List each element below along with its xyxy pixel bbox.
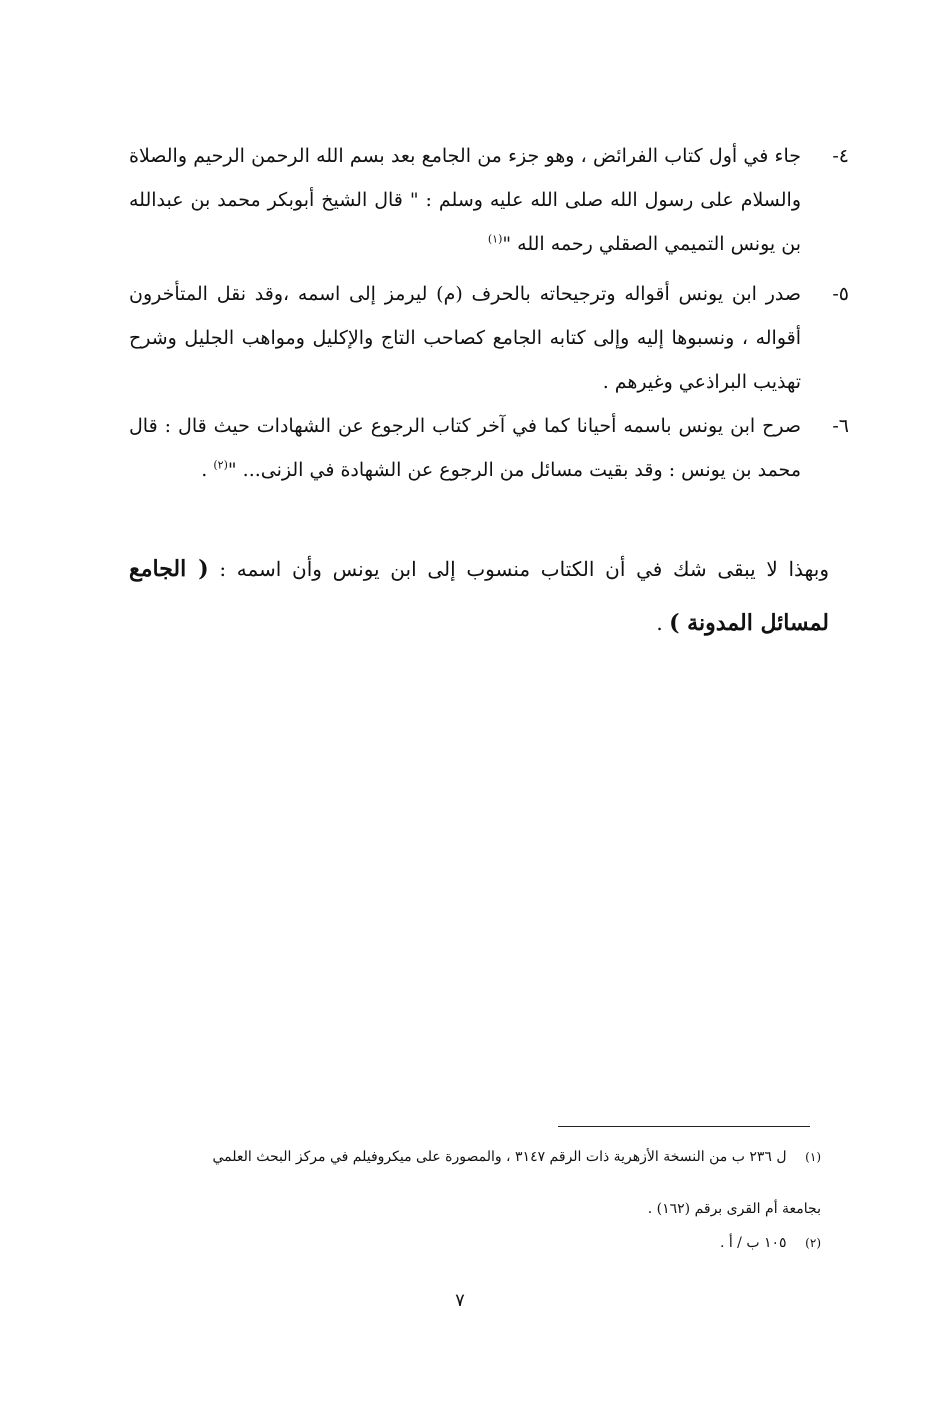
footnote-text-continued: بجامعة أم القرى برقم (١٦٢) . xyxy=(647,1201,821,1217)
item-body-end: . xyxy=(201,459,214,481)
footnote-text: ١٠٥ ب / أ . xyxy=(719,1235,787,1251)
item-body-text: صدر ابن يونس أقواله وترجيحاته بالحرف (م) ليرمز إلى اسمه ،وقد نقل المتأخرون أقواله ، ونسبوها إليه وإلى كتابه الجامع كصاحب التاج والإكليل ومواهب الجليل وشرح تهذيب البراذعي وغيرهم . xyxy=(129,283,801,393)
footnote-text: ل ٢٣٦ ب من النسخة الأزهرية ذات الرقم ٣١٤٧ ، والمصورة على ميكروفيلم في مركز البحث العلمي xyxy=(212,1149,787,1165)
conclusion-text: وبهذا لا يبقى شك في أن الكتاب منسوب إلى ابن يونس وأن اسمه : xyxy=(208,557,829,581)
list-item-6 xyxy=(129,404,849,492)
item-number: ٥- xyxy=(832,283,849,305)
item-text xyxy=(129,404,801,492)
conclusion-end: . xyxy=(656,611,670,635)
footnote-1 xyxy=(131,1140,821,1226)
list-item-5 xyxy=(129,272,849,404)
page-number: ٧ xyxy=(455,1290,465,1311)
item-text xyxy=(129,272,801,404)
footnote-marker: (٢) xyxy=(805,1236,821,1250)
footnote-ref-1: (١) xyxy=(487,232,503,246)
conclusion-paragraph xyxy=(129,542,829,650)
footnotes xyxy=(131,1140,821,1260)
item-number: ٤- xyxy=(832,145,849,167)
item-body-text: صرح ابن يونس باسمه أحيانا كما في آخر كتاب الرجوع عن الشهادات حيث قال : قال محمد بن يونس : وقد بقيت مسائل من الرجوع عن الشهادة في الزنى... " xyxy=(129,415,801,481)
item-text xyxy=(129,134,801,266)
footnote-ref-2: (٢) xyxy=(213,458,228,472)
footnote-marker: (١) xyxy=(805,1150,821,1164)
book-title: ( الجامع لمسائل المدونة ) xyxy=(129,556,829,636)
footnote-2 xyxy=(131,1226,821,1260)
footnote-separator xyxy=(558,1126,810,1127)
item-number: ٦- xyxy=(832,415,849,437)
item-body-text: جاء في أول كتاب الفرائض ، وهو جزء من الجامع بعد بسم الله الرحمن الرحيم والصلاة والسلام على رسول الله صلى الله عليه وسلم : " قال الشيخ أبوبكر محمد بن عبدالله بن يونس التميمي الصقلي رحمه الله " xyxy=(129,145,801,255)
list-item-4 xyxy=(129,134,849,266)
